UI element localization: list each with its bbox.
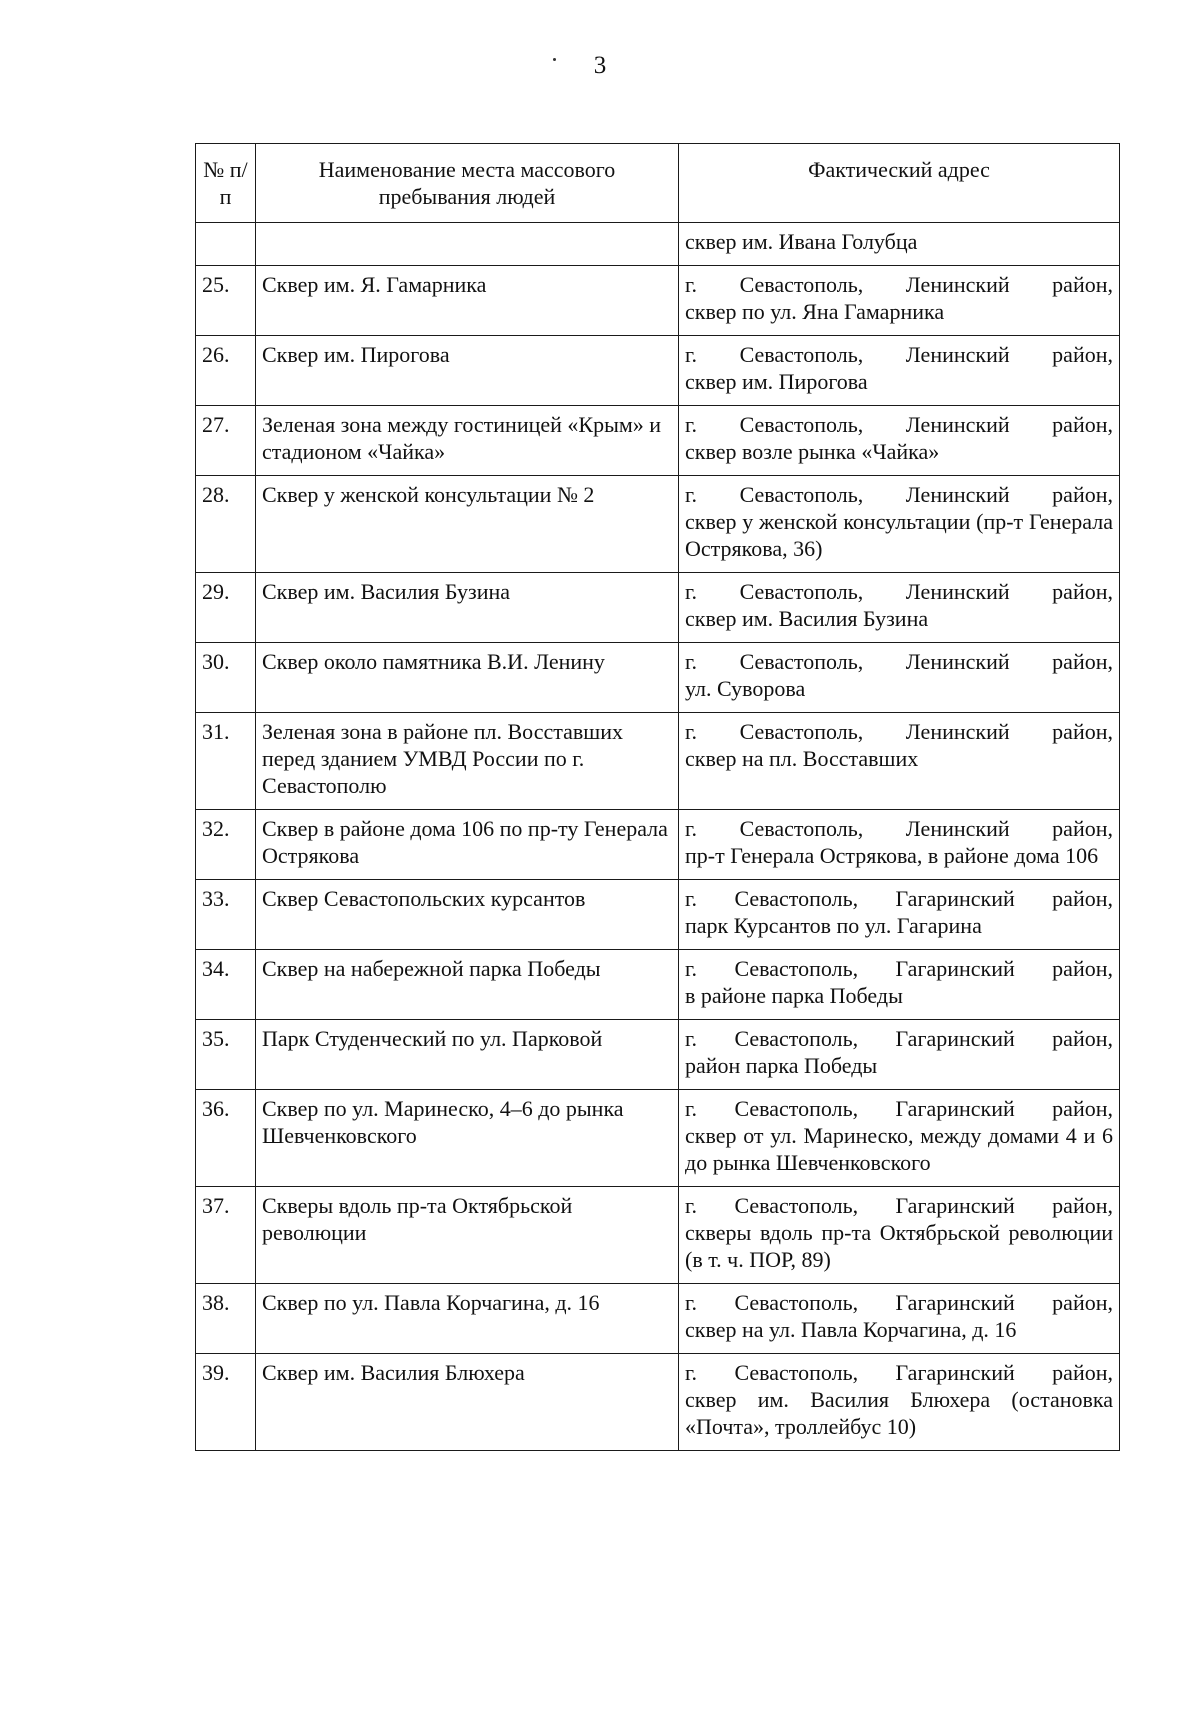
scan-speck [553,58,556,61]
row-number: 33. [196,880,256,950]
row-address-detail: скверы вдоль пр-та Октябрьской революции (в т. ч. ПОР, 89) [685,1220,1113,1272]
row-address [679,266,1120,336]
row-address-city-district: г. Севастополь, Гагаринский район, [685,1193,1113,1218]
row-name: Сквер около памятника В.И. Ленину [256,643,679,713]
row-name: Скверы вдоль пр-та Октябрьской революции [256,1187,679,1284]
table-row [196,950,1120,1020]
row-address [679,643,1120,713]
table-row [196,713,1120,810]
row-address-detail: сквер на ул. Павла Корчагина, д. 16 [685,1317,1017,1342]
row-number: 39. [196,1354,256,1451]
header-address: Фактический адрес [679,144,1120,223]
row-address [679,406,1120,476]
row-address-city-district: г. Севастополь, Ленинский район, [685,579,1113,604]
row-name: Сквер на набережной парка Победы [256,950,679,1020]
row-address [679,573,1120,643]
row-address-detail: сквер по ул. Яна Гамарника [685,299,945,324]
row-address-city-district: г. Севастополь, Ленинский район, [685,649,1113,674]
row-number: 29. [196,573,256,643]
row-address-city-district: г. Севастополь, Гагаринский район, [685,1290,1113,1315]
table-header [196,144,1120,223]
table-row [196,476,1120,573]
table-row [196,643,1120,713]
row-address-detail: пр-т Генерала Острякова, в районе дома 106 [685,843,1099,868]
row-address-city-district: г. Севастополь, Гагаринский район, [685,886,1113,911]
row-address [679,950,1120,1020]
row-address-detail: сквер им. Василия Блюхера (остановка «Почта», троллейбус 10) [685,1387,1113,1439]
row-address [679,1354,1120,1451]
row-address [679,880,1120,950]
row-number: 34. [196,950,256,1020]
table-row [196,1354,1120,1451]
row-address-city-district: г. Севастополь, Ленинский район, [685,272,1113,297]
row-name: Зеленая зона между гостиницей «Крым» и стадионом «Чайка» [256,406,679,476]
row-address-detail: в районе парка Победы [685,983,903,1008]
row-number: 38. [196,1284,256,1354]
row-address [679,1090,1120,1187]
row-number: 28. [196,476,256,573]
row-address [679,1020,1120,1090]
table-body [196,223,1120,1451]
table-row [196,810,1120,880]
row-name [256,223,679,266]
row-address-city-district: г. Севастополь, Гагаринский район, [685,1360,1113,1385]
row-name: Сквер у женской консультации № 2 [256,476,679,573]
row-address-detail: сквер им. Пирогова [685,369,868,394]
row-number [196,223,256,266]
row-address-detail: район парка Победы [685,1053,878,1078]
table-row [196,1020,1120,1090]
table-row-continuation [196,223,1120,266]
row-name: Сквер им. Василия Блюхера [256,1354,679,1451]
row-number: 27. [196,406,256,476]
header-row [196,144,1120,223]
row-name: Сквер в районе дома 106 по пр-ту Генерала Острякова [256,810,679,880]
row-address-city-district: г. Севастополь, Ленинский район, [685,816,1113,841]
row-address: сквер им. Ивана Голубца [679,223,1120,266]
row-number: 31. [196,713,256,810]
table-row [196,406,1120,476]
row-address [679,1284,1120,1354]
page-number: 3 [593,52,607,79]
row-address [679,476,1120,573]
header-number: № п/п [196,144,256,223]
row-address-detail: парк Курсантов по ул. Гагарина [685,913,982,938]
table-row [196,1090,1120,1187]
row-address-detail: сквер от ул. Маринеско, между домами 4 и 6 до рынка Шевченковского [685,1123,1113,1175]
row-number: 35. [196,1020,256,1090]
row-number: 32. [196,810,256,880]
row-name: Сквер Севастопольских курсантов [256,880,679,950]
row-name: Парк Студенческий по ул. Парковой [256,1020,679,1090]
table-row [196,1284,1120,1354]
table-row [196,573,1120,643]
row-address [679,336,1120,406]
row-number: 25. [196,266,256,336]
table-row [196,266,1120,336]
row-address-city-district: г. Севастополь, Гагаринский район, [685,956,1113,981]
table-row [196,880,1120,950]
row-address-city-district: г. Севастополь, Гагаринский район, [685,1096,1113,1121]
row-address-city-district: г. Севастополь, Ленинский район, [685,719,1113,744]
table-row [196,1187,1120,1284]
row-address [679,1187,1120,1284]
row-address-city-district: г. Севастополь, Ленинский район, [685,482,1113,507]
row-address-detail: ул. Суворова [685,676,806,701]
row-number: 36. [196,1090,256,1187]
row-name: Сквер им. Я. Гамарника [256,266,679,336]
row-address [679,713,1120,810]
row-name: Зеленая зона в районе пл. Восставших перед зданием УМВД России по г. Севастополю [256,713,679,810]
row-name: Сквер им. Пирогова [256,336,679,406]
header-name: Наименование места массового пребывания людей [256,144,679,223]
row-address-detail: сквер у женской консультации (пр-т Генерала Острякова, 36) [685,509,1113,561]
row-number: 37. [196,1187,256,1284]
row-address-detail: сквер им. Василия Бузина [685,606,929,631]
row-address-city-district: г. Севастополь, Ленинский район, [685,342,1113,367]
row-address-detail: сквер на пл. Восставших [685,746,919,771]
row-address-detail: сквер возле рынка «Чайка» [685,439,940,464]
row-name: Сквер по ул. Павла Корчагина, д. 16 [256,1284,679,1354]
table-row [196,336,1120,406]
row-address [679,810,1120,880]
row-address-city-district: г. Севастополь, Гагаринский район, [685,1026,1113,1051]
row-number: 30. [196,643,256,713]
places-table [195,143,1120,1451]
row-name: Сквер им. Василия Бузина [256,573,679,643]
row-number: 26. [196,336,256,406]
row-name: Сквер по ул. Маринеско, 4–6 до рынка Шевченковского [256,1090,679,1187]
row-address-city-district: г. Севастополь, Ленинский район, [685,412,1113,437]
